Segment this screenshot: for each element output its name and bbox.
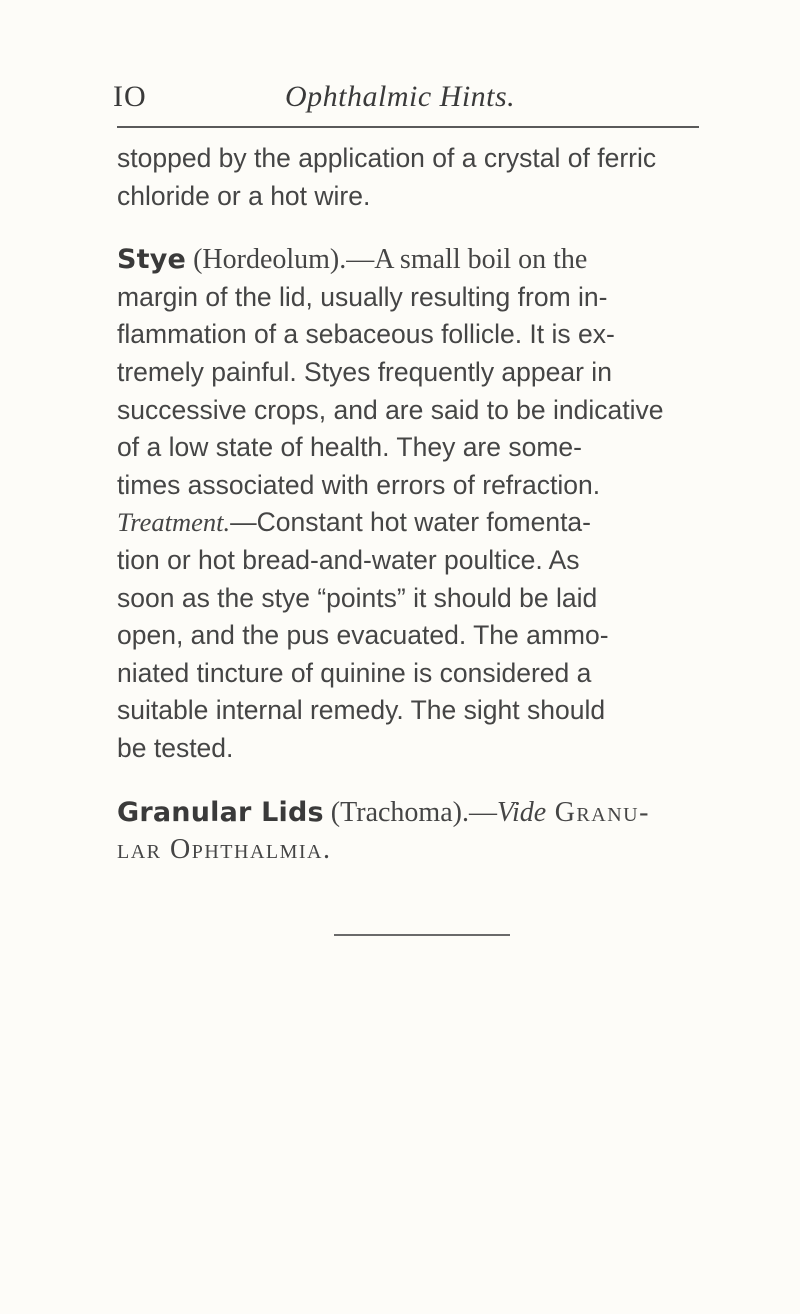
text-line	[117, 794, 717, 832]
text-line	[117, 504, 717, 542]
text-line: be tested.	[117, 732, 234, 763]
vide-label: Vide	[496, 796, 547, 828]
entry-definition-start: (Hordeolum).—A small boil on the	[186, 244, 588, 276]
page-number: IO	[113, 80, 147, 113]
text-line: open, and the pus evacuated. The ammo-	[117, 620, 609, 651]
page-header	[113, 80, 693, 120]
text-line: flammation of a sebaceous follicle. It is ex-	[117, 319, 615, 350]
paragraph-stye	[117, 241, 717, 504]
entry-definition-start: (Trachoma).—	[323, 796, 497, 828]
text-line	[117, 241, 717, 279]
cross-reference: lar Ophthalmia.	[117, 834, 332, 866]
running-title: Ophthalmic Hints.	[285, 80, 516, 113]
text-line: niated tincture of quinine is considered a	[117, 657, 592, 688]
text-line: successive crops, and are said to be indicative	[117, 394, 664, 425]
paragraph-granular-lids	[117, 794, 717, 869]
entry-term-stye: Stye	[117, 244, 187, 276]
text-line: suitable internal remedy. The sight should	[117, 695, 606, 726]
text-line: of a low state of health. They are some-	[117, 432, 582, 463]
paragraph-continuation	[117, 140, 717, 215]
footer-rule	[334, 934, 510, 936]
text-line	[117, 831, 717, 869]
text-line: margin of the lid, usually resulting from in-	[117, 281, 608, 312]
text-line: soon as the stye “points” it should be laid	[117, 582, 598, 613]
paragraph-treatment	[117, 504, 717, 767]
body-text	[117, 140, 717, 869]
text-line: tremely painful. Styes frequently appear in	[117, 356, 612, 387]
text-line: chloride or a hot wire.	[117, 180, 371, 211]
text-line: times associated with errors of refraction.	[117, 469, 601, 500]
text-line: tion or hot bread-and-water poultice. As	[117, 544, 580, 575]
header-rule	[117, 126, 699, 128]
treatment-text-start: —Constant hot water fomenta-	[230, 507, 591, 538]
text-line: stopped by the application of a crystal of ferric	[117, 143, 657, 173]
cross-reference: Granu-	[546, 796, 650, 828]
treatment-label: Treatment.	[117, 507, 231, 538]
entry-term-granular-lids: Granular Lids	[117, 796, 324, 828]
